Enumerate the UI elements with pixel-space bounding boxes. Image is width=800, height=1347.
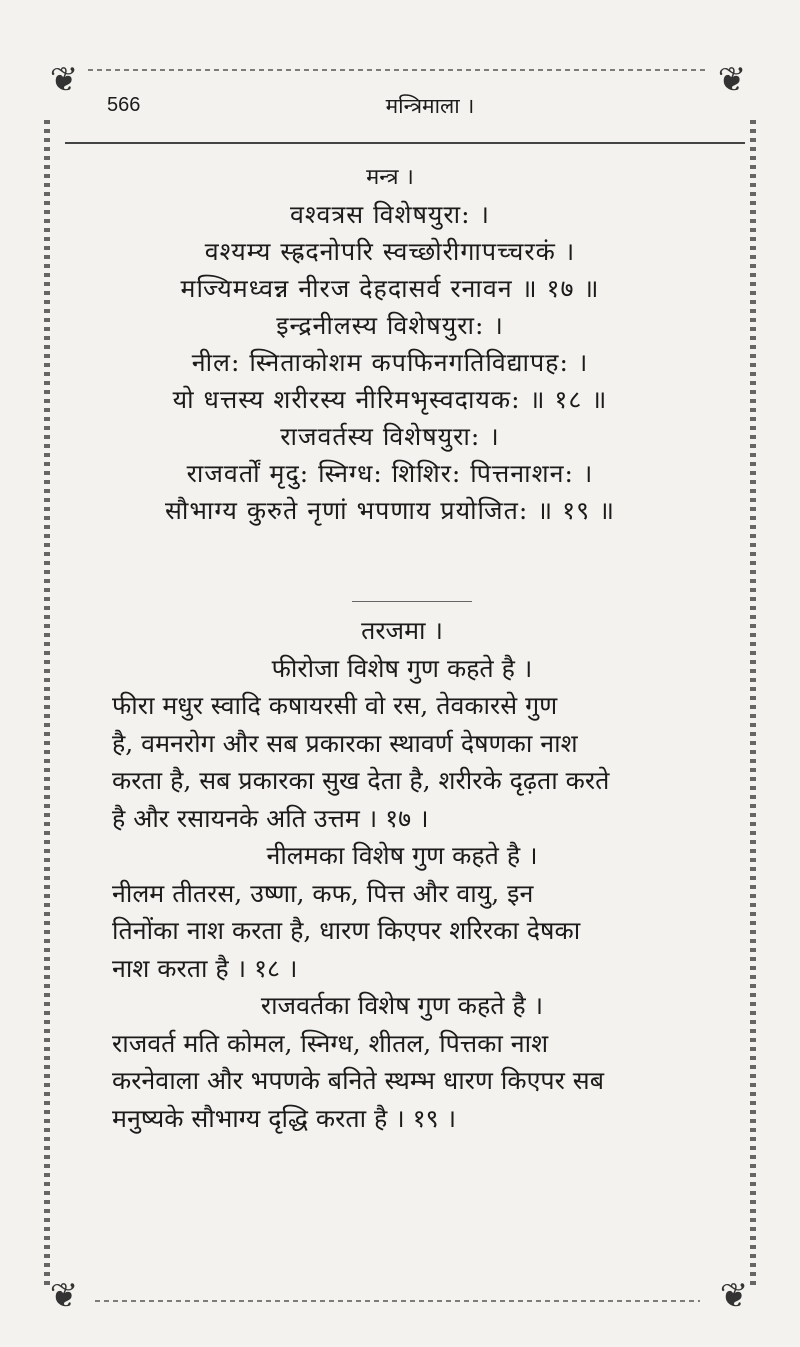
verse-line: नील: स्निताकोशम कपफिनगतिविद्यापह: । [191, 348, 589, 377]
commentary-subheading: राजवर्तका विशेष गुण कहते है । [260, 991, 544, 1020]
commentary-line: फीरा मधुर स्वादि कषायरसी वो रस, तेवकारसे गुण [112, 691, 558, 720]
ornament-corner-icon: ❦ [49, 1276, 79, 1316]
header-rule [65, 142, 745, 144]
commentary-heading: तरजमा । [361, 616, 443, 645]
commentary-line: राजवर्त मति कोमल, स्निग्ध, शीतल, पित्तका नाश [112, 1028, 549, 1058]
verse-line: राजवर्तों मृदु: स्निग्ध: शिशिर: पित्तनाशन: । [186, 459, 594, 488]
commentary-block [112, 612, 692, 1137]
running-title: मन्त्रिमाला । [385, 94, 475, 118]
commentary-line: है, वमनरोग और सब प्रकारका स्थावर्ण देषणका नाश [112, 728, 578, 758]
commentary-line: नाश करता है । १८ । [112, 953, 298, 983]
verse-line: वश्यम्य स्ह्रदनोपरि स्वच्छोरीगापच्चरकं । [204, 237, 576, 266]
commentary-line: तिनोंका नाश करता है, धारण किएपर शरिरका देषका [112, 916, 581, 945]
border-bottom [95, 1297, 700, 1305]
commentary-line: मनुष्यके सौभाग्य दृद्धि करता है । १९ । [112, 1103, 457, 1133]
commentary-line: नीलम तीतरस, उष्णा, कफ, पित्त और वायु, इन [112, 878, 534, 908]
section-divider [352, 601, 472, 602]
ornament-corner-icon: ❦ [717, 60, 747, 100]
commentary-line: करनेवाला और भपणके बनिते स्थम्भ धारण किएपर सब [112, 1066, 604, 1095]
verse-line: राजवर्तस्य विशेषयुरा: । [280, 422, 500, 451]
verse-line: यो धत्तस्य शरीरस्य नीरिमभृस्वदायक: ॥ १८ ॥ [172, 385, 608, 414]
commentary-line: करता है, सब प्रकारका सुख देता है, शरीरके दृढ़ता करते [112, 766, 610, 795]
ornament-corner-icon: ❦ [719, 1276, 749, 1316]
verse-line: मज्यिमध्वन्न नीरज देहदासर्व रनावन ॥ १७ ॥ [180, 274, 600, 303]
border-right [750, 120, 756, 1290]
verse-line: मन्त्र । [366, 165, 414, 190]
commentary-line: है और रसायनके अति उत्तम । १७ । [112, 803, 429, 833]
ornament-corner-icon: ❦ [49, 60, 79, 100]
verse-line: वश्वत्रस विशेषयुरा: । [290, 200, 490, 229]
verse-block [100, 160, 680, 529]
page-number: 566 [107, 94, 141, 116]
border-top [88, 66, 705, 74]
verse-line: इन्द्रनीलस्य विशेषयुरा: । [276, 311, 504, 340]
commentary-subheading: नीलमका विशेष गुण कहते है । [266, 841, 538, 870]
border-left [44, 120, 50, 1290]
commentary-subheading: फीरोजा विशेष गुण कहते है । [271, 653, 533, 683]
verse-line: सौभाग्य कुरुते नृणां भपणाय प्रयोजित: ॥ १९ ॥ [164, 496, 616, 525]
